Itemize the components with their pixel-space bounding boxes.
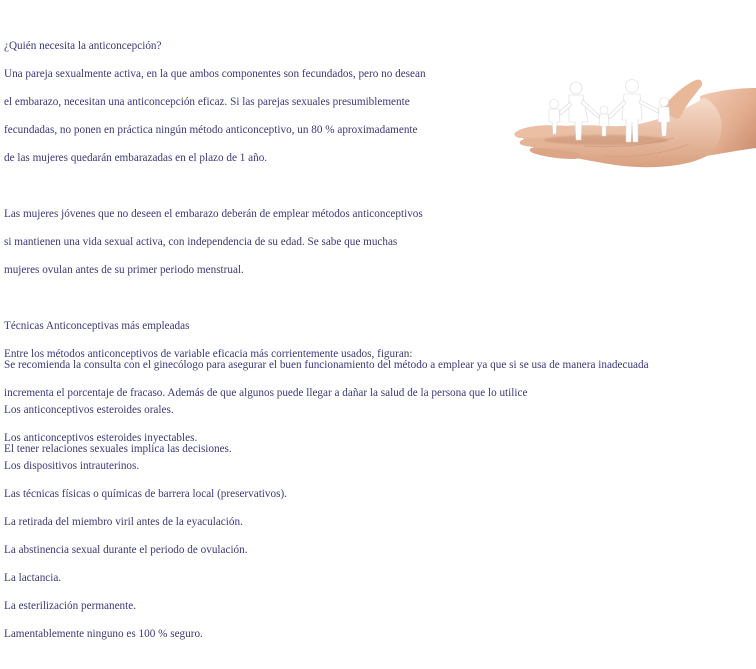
- intro-line: Una pareja sexualmente activa, en la que ambos componentes son fecundados, pero no desean: [4, 68, 426, 80]
- young-women-line: mujeres ovulan antes de su primer periodo menstrual.: [4, 264, 244, 276]
- intro-line: de las mujeres quedarán embarazadas en el plazo de 1 año.: [4, 152, 268, 164]
- young-women-line: Las mujeres jóvenes que no deseen el embarazo deberán de emplear métodos anticonceptivos: [4, 208, 423, 220]
- list-item: La retirada del miembro viril antes de la eyaculación.: [4, 516, 243, 528]
- list-item: La lactancia.: [4, 572, 62, 584]
- list-item: Las técnicas físicas o químicas de barrera local (preservativos).: [4, 488, 287, 500]
- list-item: Los anticonceptivos esteroides orales.: [4, 404, 174, 416]
- closing-paragraph: [4, 428, 754, 470]
- list-item: Lamentablemente ninguno es 100 % seguro.: [4, 628, 203, 640]
- bottom-text-column: [4, 344, 754, 484]
- young-women-paragraph: [4, 193, 504, 291]
- intro-paragraph: [4, 25, 504, 179]
- techniques-heading: Técnicas Anticonceptivas más empleadas: [4, 320, 190, 332]
- intro-heading: ¿Quién necesita la anticoncepción?: [4, 40, 162, 52]
- young-women-line: si mantienen una vida sexual activa, con independencia de su edad. Se sabe que muchas: [4, 236, 398, 248]
- intro-line: el embarazo, necesitan una anticoncepción eficaz. Si las parejas sexuales presumiblemente: [4, 96, 410, 108]
- list-item: Los anticonceptivos esteroides inyectables.: [4, 432, 198, 444]
- list-item: La esterilización permanente.: [4, 600, 137, 612]
- recommendation-line: incrementa el porcentaje de fracaso. Además de que algunos puede llegar a dañar la salud de la persona que lo utilice: [4, 387, 528, 399]
- closing-line: El tener relaciones sexuales implica las decisiones.: [4, 443, 232, 455]
- hand-family-illustration: [514, 76, 756, 172]
- techniques-intro: Entre los métodos anticonceptivos de variable eficacia más corrientemente usados, figuran:: [4, 348, 413, 360]
- intro-line: fecundadas, no ponen en práctica ningún método anticonceptivo, un 80 % aproximadamente: [4, 124, 418, 136]
- list-item: La abstinencia sexual durante el periodo de ovulación.: [4, 544, 248, 556]
- list-item: Los dispositivos intrauterinos.: [4, 460, 140, 472]
- recommendation-paragraph: [4, 344, 754, 414]
- recommendation-line: Se recomienda la consulta con el ginecólogo para asegurar el buen funcionamiento del método a emplear ya que si se usa de manera inadecuada: [4, 359, 649, 371]
